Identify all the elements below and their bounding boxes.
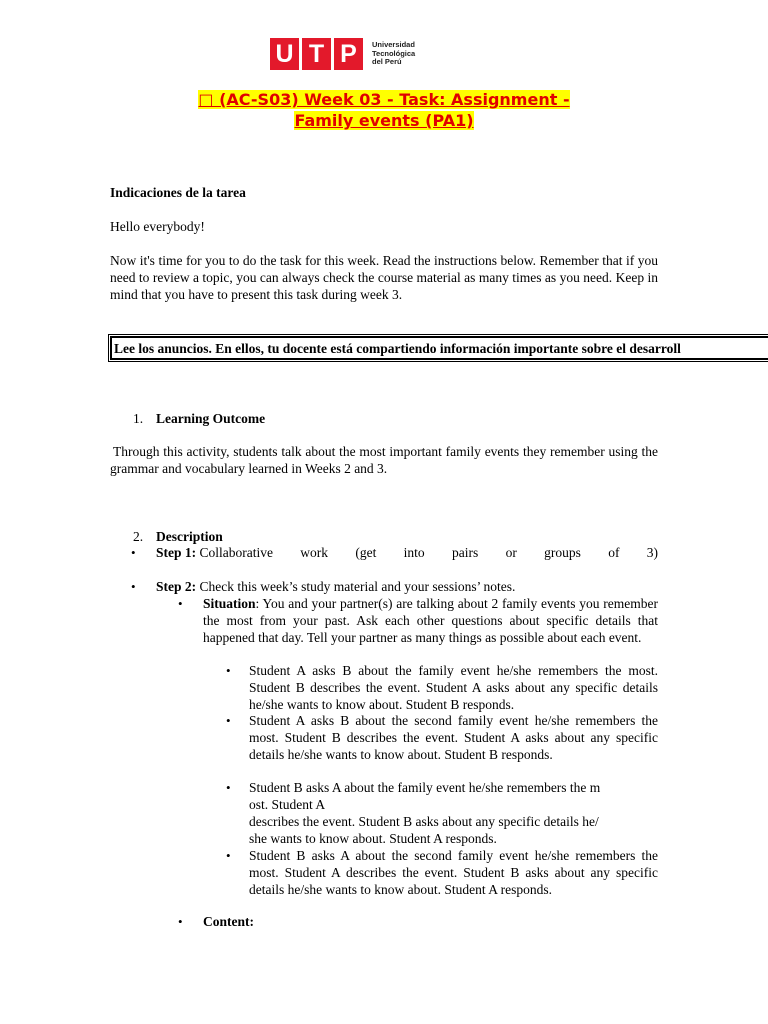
list-item-line: she wants to know about. Student A responds.: [249, 831, 497, 846]
step-1-word: of: [608, 545, 620, 560]
list-item: Student B asks A about the second family event he/she remembers the most. Student A describes the event. Student B asks about any specific details he/she wants to know about. Student A responds.: [249, 848, 658, 897]
announcement-box: [110, 336, 768, 360]
step-2-text: Check this week’s study material and your sessions’ notes.: [196, 579, 516, 594]
utp-logo: [270, 38, 415, 70]
step-1-word: work: [300, 545, 329, 560]
announcement-text: Lee los anuncios. En ellos, tu docente está compartiendo información importante sobre el desarroll: [114, 341, 681, 356]
section-number: 2.: [133, 529, 144, 544]
situation-text: : You and your partner(s) are talking about 2 family events you remember the most from your past. Ask each other questions about specific details that happened that day. Tell your partner as many things as possible about each event.: [203, 596, 658, 645]
description-heading: Description: [156, 529, 223, 544]
step-1-label: Step 1:: [156, 545, 197, 560]
bullet-icon: •: [178, 596, 183, 611]
bullet-icon: •: [226, 848, 231, 863]
logo-letters: [270, 38, 366, 70]
title-line-2: Family events (PA1): [294, 111, 474, 130]
logo-text-line: Tecnológica: [372, 48, 416, 58]
greeting: Hello everybody!: [110, 219, 205, 234]
situation: [203, 595, 658, 646]
step-2: [156, 578, 515, 595]
title-line-1: □ (AC-S03) Week 03 - Task: Assignment -: [198, 90, 570, 109]
bullet-icon: •: [178, 914, 183, 929]
bullet-icon: •: [226, 663, 231, 678]
logo-letter-t: T: [302, 38, 331, 70]
step-1-word: groups: [544, 545, 581, 560]
bullet-icon: •: [226, 713, 231, 728]
learning-outcome-heading: Learning Outcome: [156, 411, 266, 426]
step-1-word: into: [403, 545, 425, 560]
learning-outcome-text: Through this activity, students talk about the most important family events they remember using the grammar and vocabulary learned in Weeks 2 and 3.: [110, 444, 658, 476]
bullet-icon: •: [226, 780, 231, 795]
step-1: [156, 544, 658, 561]
step-2-label: Step 2:: [156, 579, 197, 594]
list-item-line: Student B asks A about the family event he/she remembers the m: [249, 780, 601, 795]
logo-text-line: del Perú: [372, 57, 402, 67]
step-1-word: (get: [355, 545, 377, 560]
bullet-icon: •: [131, 579, 136, 594]
intro-paragraph: Now it's time for you to do the task for this week. Read the instructions below. Remember that if you need to review a topic, you can always check the course material as many times as you need. Keep in mind that you have to present this task during week 3.: [110, 253, 658, 302]
list-item-line: ost. Student A: [249, 797, 326, 812]
list-item-line: describes the event. Student B asks about any specific details he/: [249, 814, 599, 829]
list-item: Student A asks B about the family event he/she remembers the most. Student B describes the event. Student A asks about any specific details he/she wants to know about. Student B responds.: [249, 663, 658, 712]
step-1-word: pairs: [452, 545, 479, 560]
section-number: 1.: [133, 411, 144, 426]
step-1-word: 3): [646, 545, 658, 560]
situation-label: Situation: [203, 596, 256, 611]
step-1-word: or: [505, 545, 517, 560]
list-item: [249, 779, 658, 847]
content-label: Content:: [203, 914, 254, 929]
task-heading: Indicaciones de la tarea: [110, 185, 246, 200]
step-1-word: Collaborative: [199, 545, 273, 560]
logo-letter-u: U: [270, 38, 299, 70]
bullet-icon: •: [131, 545, 136, 560]
logo-letter-p: P: [334, 38, 363, 70]
page-title: [110, 89, 658, 131]
list-item: Student A asks B about the second family event he/she remembers the most. Student B describes the event. Student A asks about any specific details he/she wants to know about. Student B responds.: [249, 713, 658, 762]
logo-text-line: Universidad: [372, 40, 415, 50]
logo-text: [372, 41, 415, 67]
